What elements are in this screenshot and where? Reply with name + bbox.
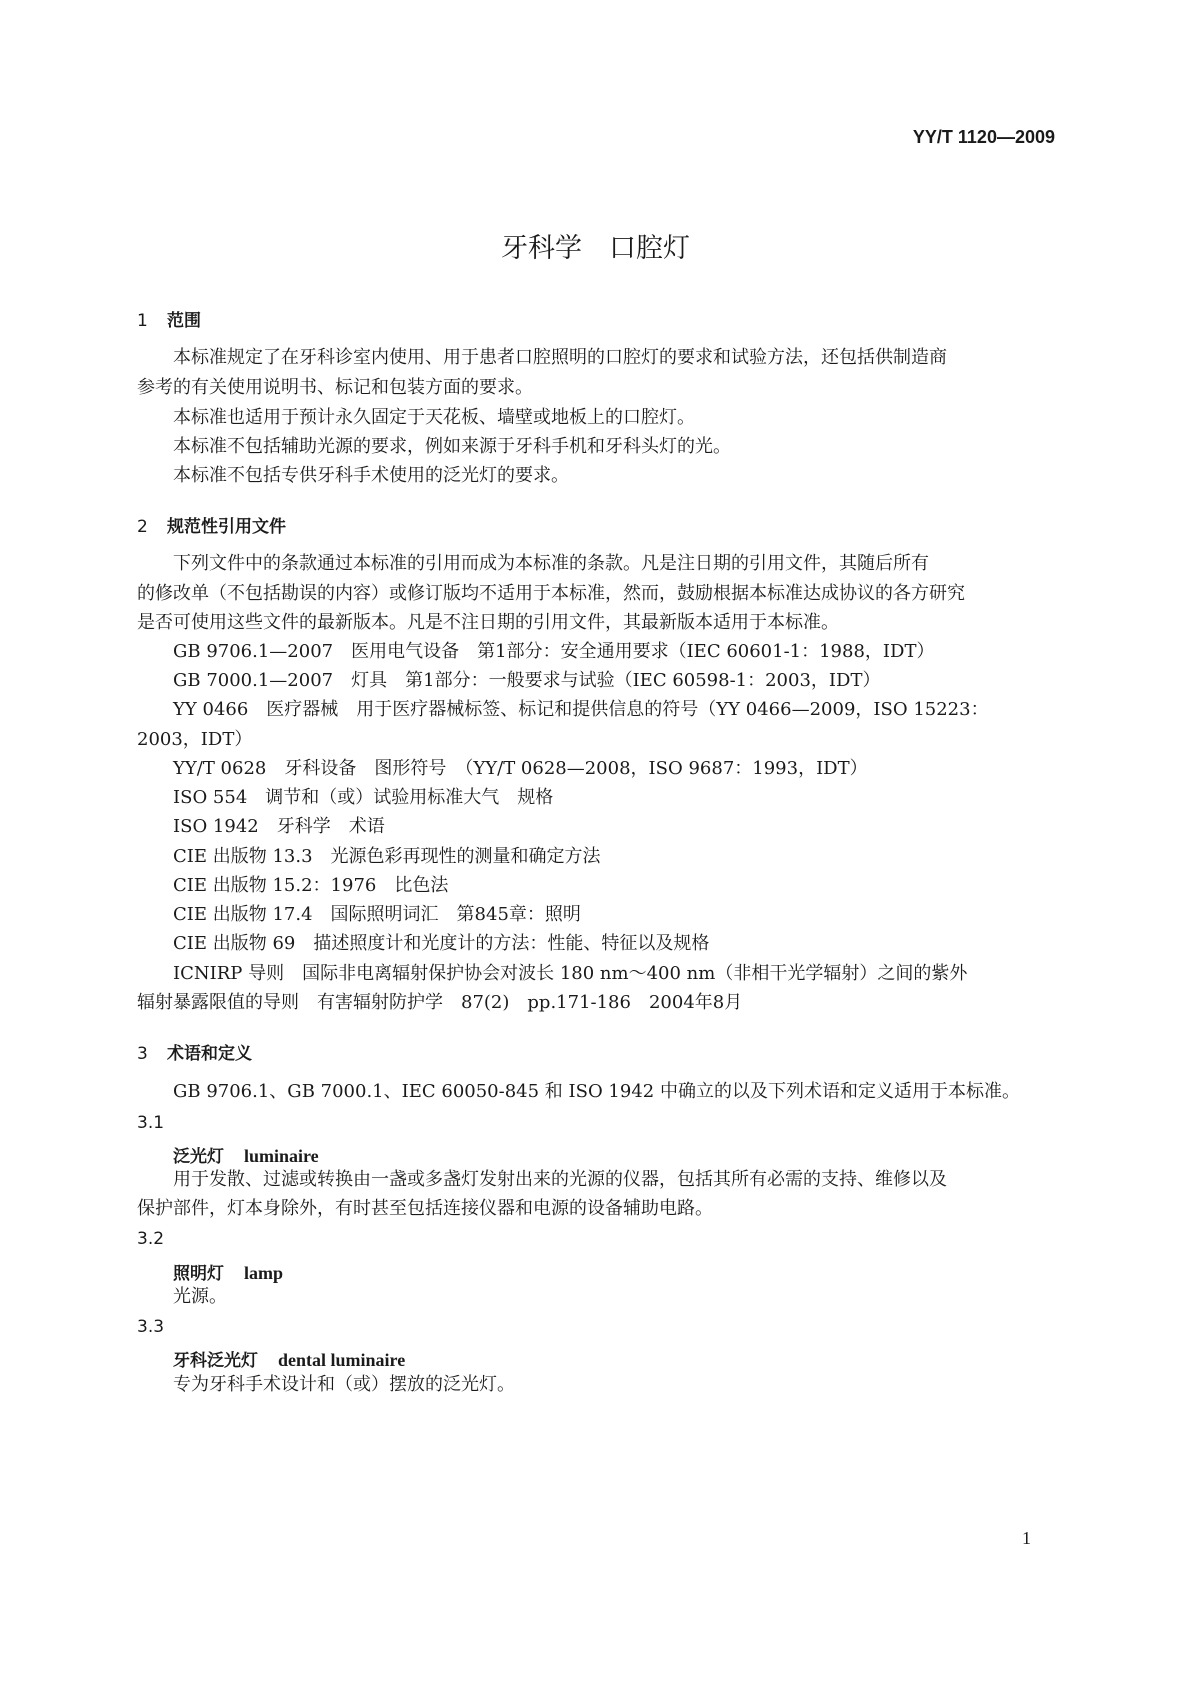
paragraph-line: 下列文件中的条款通过本标准的引用而成为本标准的条款。凡是注日期的引用文件，其随后所有 — [173, 553, 929, 574]
reference-line: YY/T 0628 牙科设备 图形符号 （YY/T 0628—2008，ISO 9687：1993，IDT） — [173, 758, 868, 779]
reference-line: CIE 出版物 17.4 国际照明词汇 第845章：照明 — [173, 904, 581, 925]
section-heading-scope — [137, 306, 201, 331]
reference-line: GB 7000.1—2007 灯具 第1部分：一般要求与试验（IEC 60598-1：2003，IDT） — [173, 670, 881, 691]
paragraph-line: 本标准不包括专供牙科手术使用的泛光灯的要求。 — [173, 465, 569, 486]
reference-line: ISO 1942 牙科学 术语 — [173, 816, 385, 837]
definition-line: 专为牙科手术设计和（或）摆放的泛光灯。 — [173, 1374, 515, 1395]
term-entry — [173, 1142, 319, 1167]
term-entry — [173, 1346, 405, 1371]
reference-line: ICNIRP 导则 国际非电离辐射保护协会对波长 180 nm～400 nm（非相干光学辐射）之间的紫外 — [173, 963, 968, 984]
term-en: luminaire — [244, 1146, 319, 1166]
section-number: 2 — [137, 517, 148, 537]
page-number: 1 — [1022, 1528, 1031, 1548]
term-en: dental luminaire — [278, 1350, 406, 1370]
reference-line: CIE 出版物 13.3 光源色彩再现性的测量和确定方法 — [173, 846, 601, 867]
section-title: 规范性引用文件 — [167, 517, 286, 537]
reference-line: ISO 554 调节和（或）试验用标准大气 规格 — [173, 787, 554, 808]
paragraph-line: 的修改单（不包括勘误的内容）或修订版均不适用于本标准，然而，鼓励根据本标准达成协议的各方研究 — [137, 583, 965, 604]
definition-line: 用于发散、过滤或转换由一盏或多盏灯发射出来的光源的仪器，包括其所有必需的支持、维修以及 — [173, 1169, 947, 1190]
section-heading-normative-references — [137, 512, 286, 537]
section-title: 范围 — [167, 311, 201, 331]
reference-line: 2003，IDT） — [137, 729, 253, 750]
term-entry — [173, 1259, 283, 1284]
paragraph-line: 本标准规定了在牙科诊室内使用、用于患者口腔照明的口腔灯的要求和试验方法，还包括供制造商 — [173, 347, 947, 368]
definition-line: 保护部件，灯本身除外，有时甚至包括连接仪器和电源的设备辅助电路。 — [137, 1198, 713, 1219]
reference-line: YY 0466 医疗器械 用于医疗器械标签、标记和提供信息的符号（YY 0466—2009，ISO 15223： — [173, 699, 989, 720]
paragraph-line: GB 9706.1、GB 7000.1、IEC 60050-845 和 ISO 1942 中确立的以及下列术语和定义适用于本标准。 — [173, 1081, 1020, 1102]
paragraph-line: 是否可使用这些文件的最新版本。凡是不注日期的引用文件，其最新版本适用于本标准。 — [137, 612, 839, 633]
term-zh: 牙科泛光灯 — [173, 1351, 258, 1371]
clause-number: 3.2 — [137, 1229, 165, 1249]
reference-line: CIE 出版物 69 描述照度计和光度计的方法：性能、特征以及规格 — [173, 933, 710, 954]
document-number: YY/T 1120—2009 — [912, 127, 1055, 147]
term-en: lamp — [244, 1263, 284, 1283]
section-title: 术语和定义 — [167, 1044, 252, 1064]
document-title: 牙科学 口腔灯 — [501, 233, 690, 264]
section-heading-terms-definitions — [137, 1039, 252, 1064]
clause-number: 3.3 — [137, 1317, 165, 1337]
paragraph-line: 本标准也适用于预计永久固定于天花板、墙壁或地板上的口腔灯。 — [173, 407, 695, 428]
paragraph-line: 本标准不包括辅助光源的要求，例如来源于牙科手机和牙科头灯的光。 — [173, 436, 731, 457]
section-number: 3 — [137, 1044, 148, 1064]
term-zh: 泛光灯 — [173, 1147, 224, 1167]
paragraph-line: 参考的有关使用说明书、标记和包装方面的要求。 — [137, 377, 533, 398]
reference-line: CIE 出版物 15.2：1976 比色法 — [173, 875, 449, 896]
term-zh: 照明灯 — [173, 1264, 224, 1284]
section-number: 1 — [137, 311, 148, 331]
clause-number: 3.1 — [137, 1113, 165, 1133]
definition-line: 光源。 — [173, 1286, 227, 1307]
reference-line: GB 9706.1—2007 医用电气设备 第1部分：安全通用要求（IEC 60601-1：1988，IDT） — [173, 641, 935, 662]
reference-line: 辐射暴露限值的导则 有害辐射防护学 87(2) pp.171-186 2004年8月 — [137, 992, 743, 1013]
